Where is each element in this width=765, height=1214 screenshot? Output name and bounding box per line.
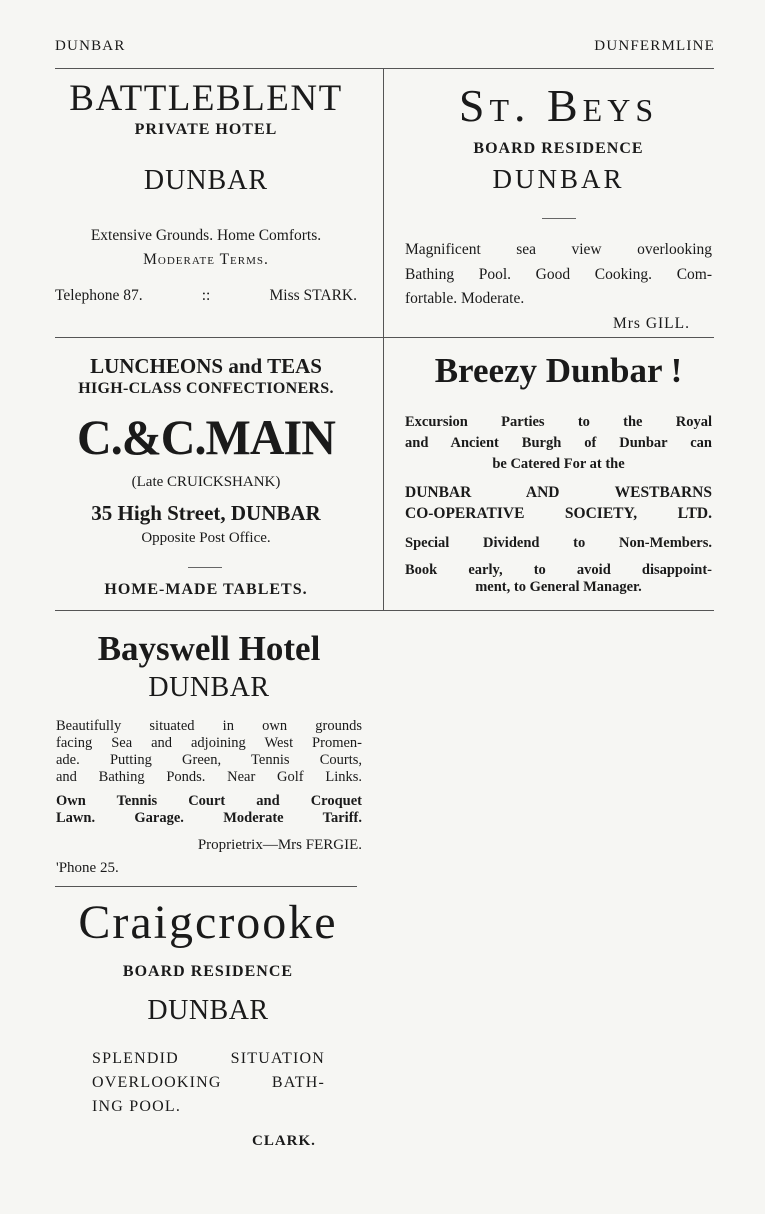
bayswell-bold2: Lawn. Garage. Moderate Tariff. <box>56 810 362 826</box>
bayswell-bold1: Own Tennis Court and Croquet <box>56 793 362 809</box>
craigcrooke-details <box>92 1047 325 1119</box>
bayswell-description <box>56 718 362 786</box>
main-divider <box>188 567 222 568</box>
st-beys-divider <box>542 218 576 219</box>
bayswell-desc4: and Bathing Ponds. Near Golf Links. <box>56 769 362 785</box>
st-beys-line3: fortable. Moderate. <box>405 290 525 307</box>
st-beys-details <box>405 238 712 336</box>
middle-rule <box>55 337 714 338</box>
breezy-society1: DUNBAR AND WESTBARNS <box>405 484 712 501</box>
craigcrooke-line3: ING POOL. <box>92 1098 182 1115</box>
main-opposite: Opposite Post Office. <box>141 530 271 546</box>
battleblent-town: DUNBAR <box>143 165 269 196</box>
breezy-excursion <box>405 412 712 475</box>
bayswell-name: Bayswell Hotel <box>97 629 321 668</box>
bayswell-amenities <box>56 793 362 827</box>
st-beys-subtitle: BOARD RESIDENCE <box>473 140 644 157</box>
main-address: 35 High Street, DUNBAR <box>91 501 321 525</box>
breezy-society <box>405 482 712 524</box>
main-name: C.&C.MAIN <box>77 409 335 465</box>
bayswell-bottom-rule <box>55 886 357 887</box>
breezy-book1: Book early, to avoid disappoint- <box>405 562 712 578</box>
st-beys-advert <box>405 82 712 195</box>
st-beys-line1: Magnificent sea view overlooking <box>405 241 712 258</box>
craigcrooke-town: DUNBAR <box>147 995 269 1026</box>
st-beys-town: DUNBAR <box>492 164 625 194</box>
top-rule <box>55 68 714 69</box>
bayswell-phone: 'Phone 25. <box>56 860 119 876</box>
breezy-society2: CO-OPERATIVE SOCIETY, LTD. <box>405 505 712 522</box>
running-head-left: DUNBAR <box>55 38 126 54</box>
battleblent-telephone: Telephone 87. <box>55 287 143 304</box>
breezy-dividend: Special Dividend to Non-Members. <box>405 535 712 551</box>
breezy-dunbar-advert <box>405 350 712 596</box>
breezy-line3: be Catered For at the <box>492 456 625 472</box>
craigcrooke-name: Craigcrooke <box>78 896 338 949</box>
st-beys-line2: Bathing Pool. Good Cooking. Com- <box>405 265 712 283</box>
breezy-line1: Excursion Parties to the Royal <box>405 414 712 430</box>
craigcrooke-line2: OVERLOOKING BATH- <box>92 1074 325 1091</box>
bayswell-proprietrix: Proprietrix—Mrs FERGIE. <box>197 837 362 853</box>
main-tablets: HOME-MADE TABLETS. <box>104 581 308 598</box>
craigcrooke-advert <box>55 893 361 1150</box>
breezy-book2: ment, to General Manager. <box>475 579 642 595</box>
bayswell-desc3: ade. Putting Green, Tennis Courts, <box>56 752 362 768</box>
battleblent-contact-row <box>55 287 357 305</box>
bayswell-hotel-advert <box>56 628 362 877</box>
craigcrooke-proprietor: CLARK. <box>252 1133 316 1149</box>
breezy-line2: and Ancient Burgh of Dunbar can <box>405 435 712 451</box>
main-heading-luncheons: LUNCHEONS and TEAS <box>90 354 322 378</box>
craigcrooke-line1: SPLENDID SITUATION <box>92 1050 325 1067</box>
st-beys-name: St. Beys <box>458 80 659 131</box>
breezy-heading: Breezy Dunbar ! <box>434 351 683 390</box>
craigcrooke-subtitle: BOARD RESIDENCE <box>122 963 294 980</box>
bayswell-desc1: Beautifully situated in own grounds <box>56 718 362 734</box>
lower-rule <box>55 610 714 611</box>
battleblent-subtitle: PRIVATE HOTEL <box>134 121 278 138</box>
bayswell-town: DUNBAR <box>148 672 270 703</box>
battleblent-name: BATTLEBLENT <box>69 78 343 119</box>
bayswell-desc2: facing Sea and adjoining West Promen- <box>56 735 362 751</box>
battleblent-advert <box>55 78 357 305</box>
battleblent-features: Extensive Grounds. Home Comforts. <box>90 227 322 244</box>
breezy-book <box>405 562 712 596</box>
battleblent-proprietor: Miss STARK. <box>269 287 357 304</box>
running-head-right: DUNFERMLINE <box>594 38 715 54</box>
main-heading-confectioners: HIGH-CLASS CONFECTIONERS. <box>78 380 334 397</box>
center-column-rule <box>383 68 384 610</box>
main-late: (Late CRUICKSHANK) <box>131 474 281 490</box>
battleblent-terms: Moderate Terms. <box>143 251 269 268</box>
battleblent-separator: :: <box>201 287 211 304</box>
main-confectioners-advert <box>55 354 357 547</box>
st-beys-proprietor: Mrs GILL. <box>612 314 690 332</box>
